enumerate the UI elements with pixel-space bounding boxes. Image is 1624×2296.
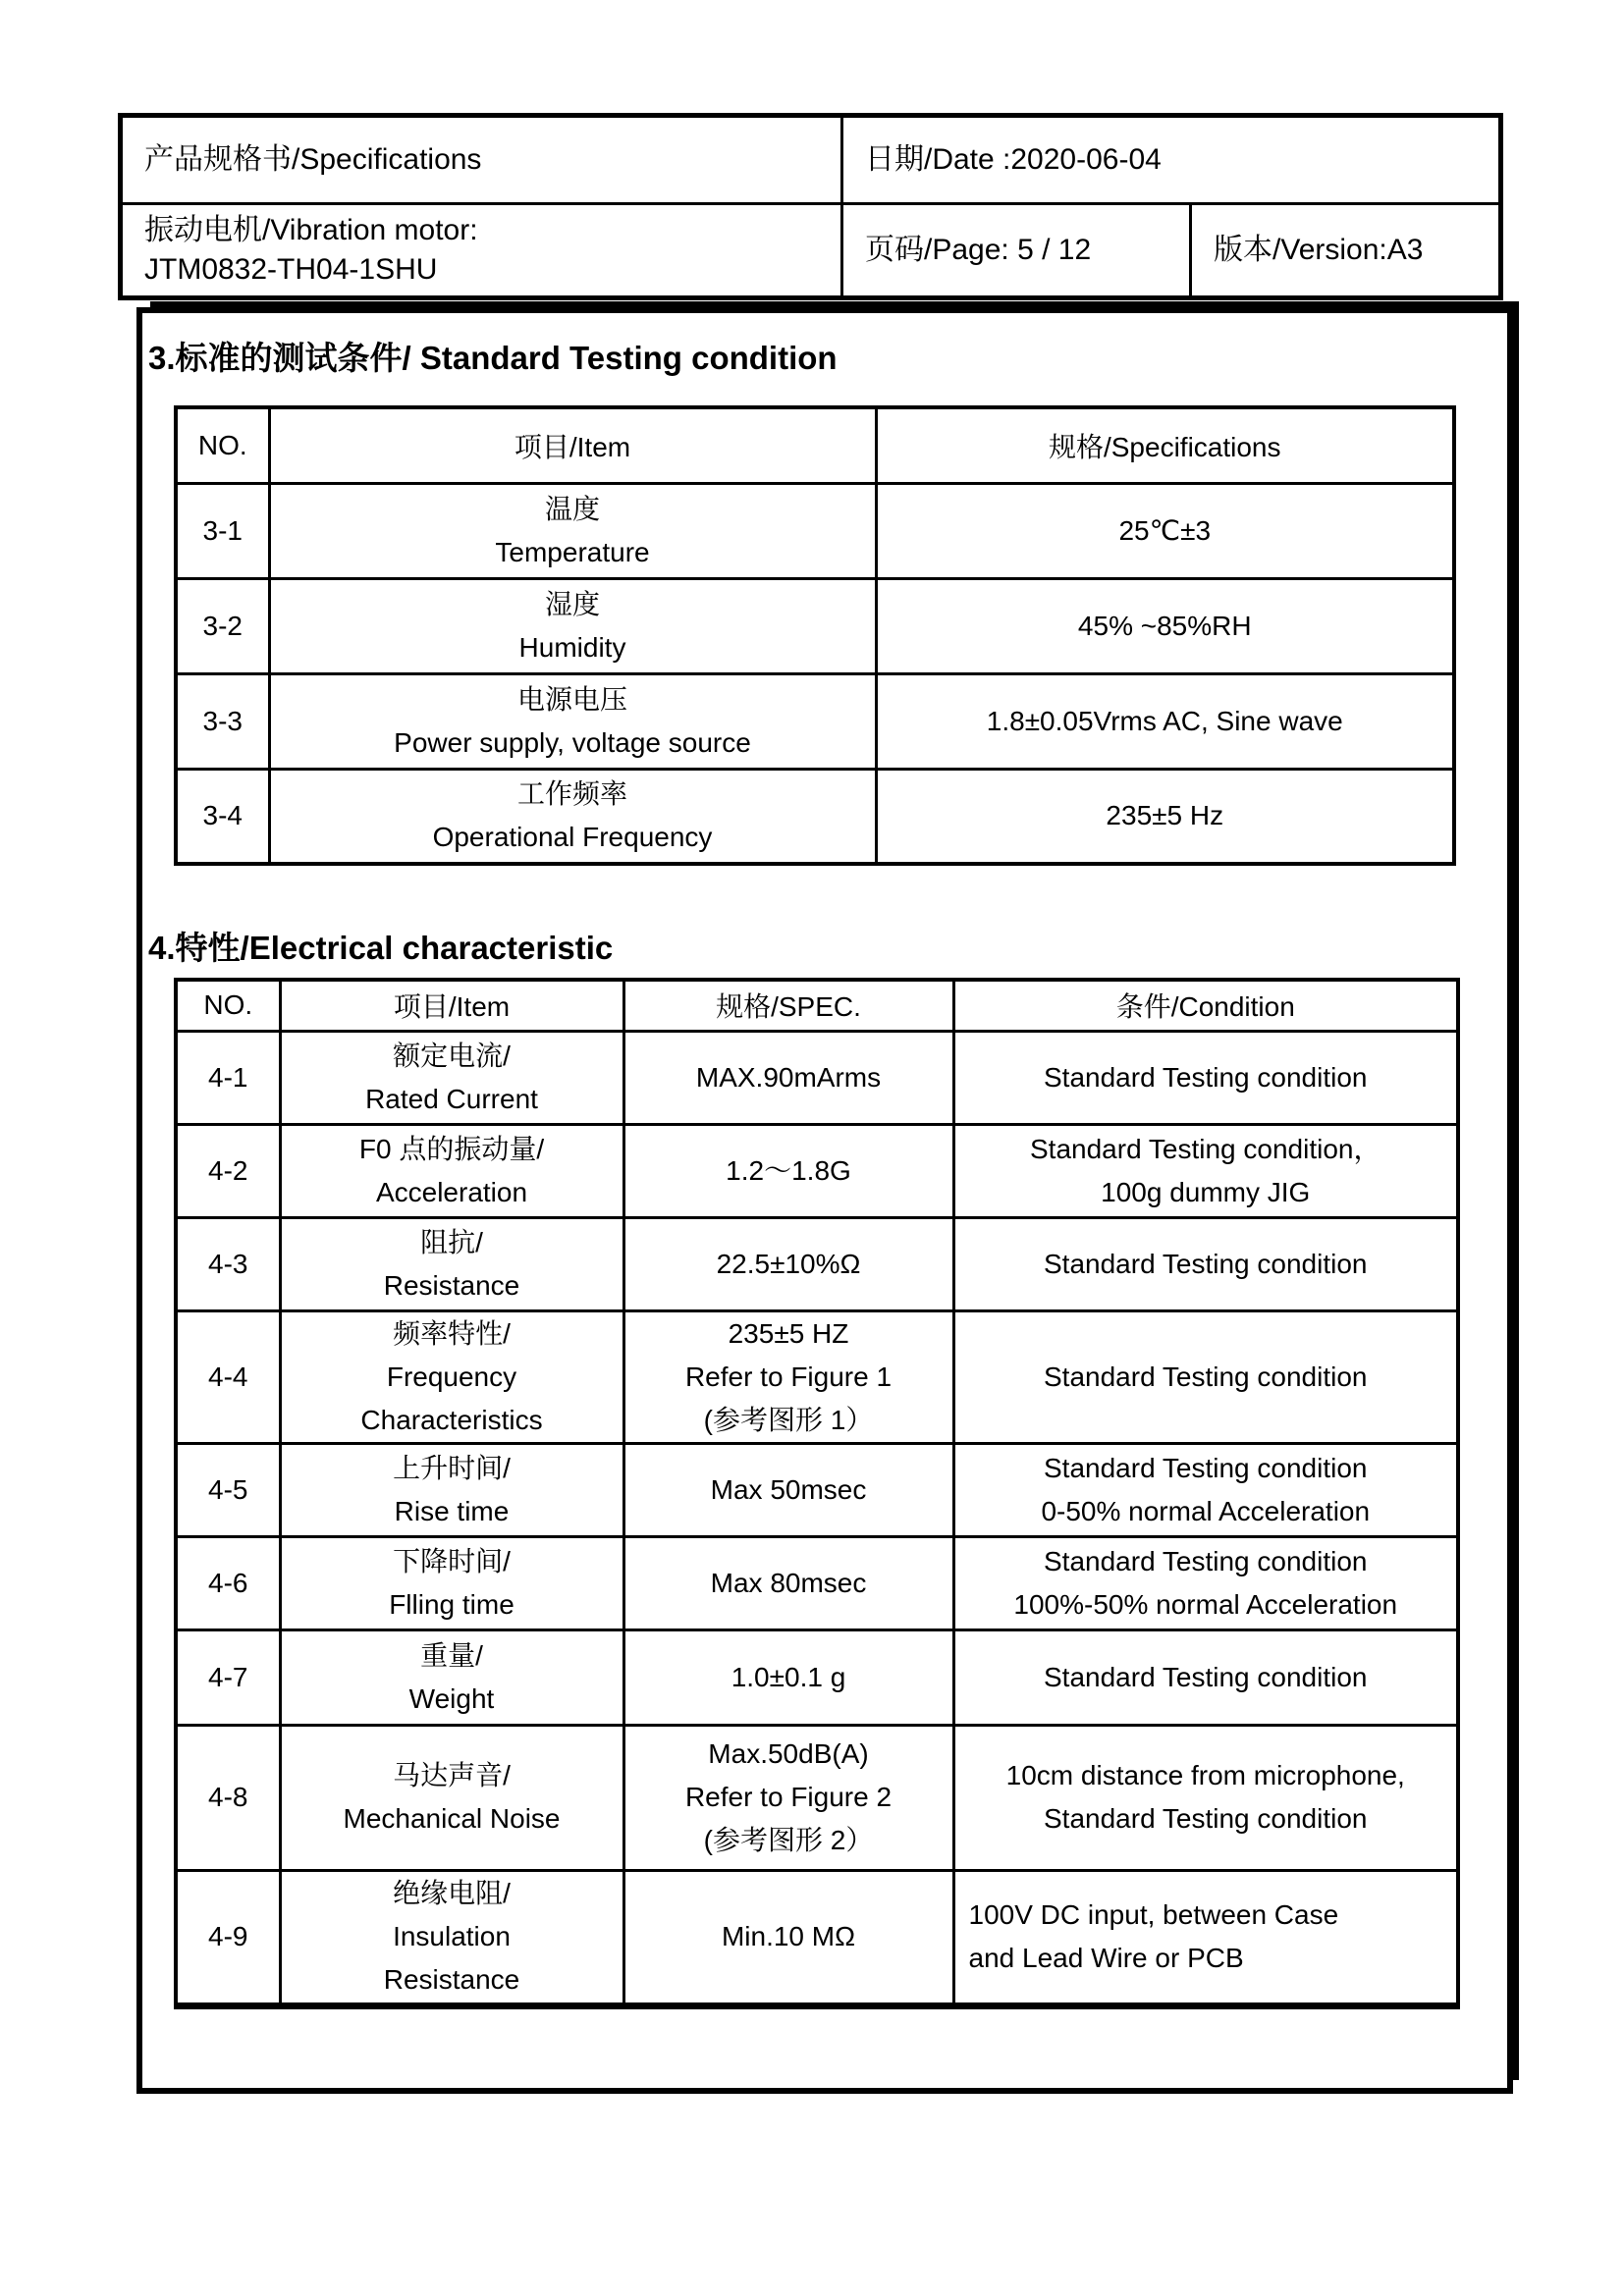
cell-item <box>269 769 876 864</box>
cell-line: Humidity <box>518 631 626 663</box>
cell-line: (参考图形 2） <box>703 1825 874 1855</box>
cell-line: 1.2～1.8G <box>726 1154 851 1186</box>
table-row <box>176 1124 1458 1217</box>
cell-line: 22.5±10%Ω <box>716 1248 861 1279</box>
cell-line: 下降时间/ <box>393 1545 511 1576</box>
table-row <box>176 1443 1458 1536</box>
cell-spec <box>876 483 1454 578</box>
cell-spec <box>876 578 1454 673</box>
cell-condition <box>953 1536 1458 1629</box>
table-row <box>176 1536 1458 1629</box>
cell-no <box>176 769 269 864</box>
standard-testing-condition-table <box>174 405 1456 866</box>
cell-line: Standard Testing condition <box>1044 1661 1368 1692</box>
cell-item <box>269 578 876 673</box>
cell-line: 100V DC input, between Case <box>968 1899 1339 1930</box>
section4-header-row <box>176 980 1458 1031</box>
cell-line: Min.10 MΩ <box>721 1921 856 1951</box>
table-row <box>176 1031 1458 1124</box>
cell-line: 频率特性/ <box>393 1317 511 1349</box>
motor-model-line1: 振动电机/Vibration motor: <box>144 214 478 246</box>
cell-item <box>280 1443 623 1536</box>
cell-line: Rise time <box>394 1495 510 1526</box>
section4-title: 4.特性/Electrical characteristic <box>148 930 614 966</box>
cell-line: 3-2 <box>202 610 243 641</box>
cell-line: 45% ~85%RH <box>1077 610 1252 641</box>
cell-line: Standard Testing condition <box>1044 1361 1368 1392</box>
cell-line: Resistance <box>383 1964 520 1995</box>
cell-line: 上升时间/ <box>393 1452 511 1483</box>
cell-line: 0-50% normal Acceleration <box>1041 1495 1371 1526</box>
cell-line: 4-9 <box>208 1921 248 1951</box>
cell-condition <box>953 1217 1458 1310</box>
header-row-1 <box>121 116 1501 204</box>
cell-spec <box>623 1443 953 1536</box>
cell-line: MAX.90mArms <box>695 1061 882 1093</box>
cell-line: 4-3 <box>208 1248 248 1279</box>
cell-line: 10cm distance from microphone, <box>1005 1760 1405 1790</box>
cell-line: Characteristics <box>360 1404 543 1435</box>
cell-line: Refer to Figure 1 <box>684 1361 893 1392</box>
cell-line: 重量/ <box>420 1639 483 1671</box>
cell-line: Max.50dB(A) <box>708 1738 869 1769</box>
cell-line: Resistance <box>383 1269 520 1301</box>
cell-line: 4-5 <box>208 1473 248 1505</box>
cell-line: Refer to Figure 2 <box>684 1782 893 1812</box>
cell-no <box>176 1629 280 1725</box>
cell-line: 4-6 <box>208 1567 248 1598</box>
content-box <box>136 307 1513 2094</box>
cell-line: Rated Current <box>365 1083 538 1114</box>
cell-line: Flling time <box>389 1588 514 1620</box>
cell-line: Frequency <box>386 1361 517 1392</box>
cell-item <box>280 1870 623 2005</box>
cell-line: 阻抗/ <box>420 1226 483 1257</box>
cell-no <box>176 1310 280 1443</box>
cell-line: 1.0±0.1 g <box>731 1661 846 1692</box>
column-header: 规格/SPEC. <box>623 980 953 1031</box>
cell-line: Weight <box>408 1682 495 1714</box>
cell-condition <box>953 1629 1458 1725</box>
cell-spec <box>623 1124 953 1217</box>
cell-line: 电源电压 <box>516 683 627 715</box>
cell-item <box>280 1536 623 1629</box>
cell-line: Max 50msec <box>710 1473 867 1505</box>
cell-line: 3-3 <box>202 705 243 736</box>
cell-condition <box>953 1124 1458 1217</box>
cell-spec <box>876 769 1454 864</box>
version-label: 版本/Version:A3 <box>1191 204 1501 298</box>
cell-line: Standard Testing condition <box>1044 1545 1368 1576</box>
cell-spec <box>623 1031 953 1124</box>
cell-line: 235±5 Hz <box>1106 800 1224 831</box>
cell-line: Standard Testing condition <box>1044 1803 1368 1834</box>
cell-no <box>176 578 269 673</box>
table-row <box>176 1870 1458 2005</box>
product-title: 产品规格书/Specifications <box>121 116 842 204</box>
cell-no <box>176 1536 280 1629</box>
section3-title: 3.标准的测试条件/ Standard Testing condition <box>148 340 838 376</box>
column-header: 规格/Specifications <box>876 407 1454 483</box>
cell-spec <box>623 1536 953 1629</box>
cell-no <box>176 1217 280 1310</box>
cell-line: 100%-50% normal Acceleration <box>1013 1588 1398 1620</box>
cell-no <box>176 1031 280 1124</box>
motor-model-line2: JTM0832-TH04-1SHU <box>144 253 438 286</box>
cell-line: Operational Frequency <box>432 822 713 853</box>
cell-item <box>280 1629 623 1725</box>
cell-line: 4-2 <box>208 1154 248 1186</box>
cell-line: 235±5 HZ <box>728 1317 849 1349</box>
cell-line: Temperature <box>495 536 650 567</box>
cell-no <box>176 1443 280 1536</box>
cell-line: 温度 <box>544 493 600 524</box>
cell-spec <box>623 1629 953 1725</box>
cell-condition <box>953 1725 1458 1870</box>
cell-line: Power supply, voltage source <box>394 726 751 758</box>
column-header: 项目/Item <box>280 980 623 1031</box>
cell-item <box>280 1310 623 1443</box>
cell-line: 4-1 <box>208 1061 248 1093</box>
cell-line: and Lead Wire or PCB <box>968 1943 1244 1973</box>
cell-line: 1.8±0.05Vrms AC, Sine wave <box>986 705 1343 736</box>
header-table <box>118 113 1503 300</box>
cell-line: 绝缘电阻/ <box>393 1878 511 1908</box>
section3-header-row <box>176 407 1454 483</box>
cell-spec <box>623 1217 953 1310</box>
page-number: 页码/Page: 5 / 12 <box>842 204 1191 298</box>
cell-line: Mechanical Noise <box>343 1803 561 1834</box>
cell-line: 25℃±3 <box>1118 514 1212 546</box>
cell-no <box>176 1870 280 2005</box>
cell-line: Standard Testing condition， <box>1030 1133 1381 1164</box>
table-row <box>176 769 1454 864</box>
cell-line: 湿度 <box>544 588 600 619</box>
cell-condition <box>953 1310 1458 1443</box>
cell-line: Insulation <box>393 1921 511 1951</box>
table-row <box>176 673 1454 769</box>
cell-condition <box>953 1031 1458 1124</box>
cell-line: Max 80msec <box>710 1567 867 1598</box>
column-header: 条件/Condition <box>953 980 1458 1031</box>
cell-line: 马达声音/ <box>393 1760 511 1790</box>
cell-line: 工作频率 <box>516 778 627 810</box>
cell-line: 4-4 <box>208 1361 248 1392</box>
cell-condition <box>953 1443 1458 1536</box>
cell-item <box>269 483 876 578</box>
cell-condition <box>953 1870 1458 2005</box>
date-label: 日期/Date :2020-06-04 <box>842 116 1501 204</box>
cell-line: 4-7 <box>208 1661 248 1692</box>
table-row <box>176 1725 1458 1870</box>
electrical-characteristic-table <box>174 978 1460 2009</box>
motor-model <box>121 204 842 298</box>
table-row <box>176 1217 1458 1310</box>
cell-item <box>280 1217 623 1310</box>
cell-line: Standard Testing condition <box>1044 1248 1368 1279</box>
cell-line: 4-8 <box>208 1782 248 1812</box>
table-row <box>176 1310 1458 1443</box>
table-row <box>176 578 1454 673</box>
cell-item <box>280 1124 623 1217</box>
header-row-2 <box>121 204 1501 298</box>
column-header: NO. <box>176 407 269 483</box>
cell-line: Standard Testing condition <box>1044 1061 1368 1093</box>
column-header: NO. <box>176 980 280 1031</box>
cell-line: (参考图形 1） <box>703 1404 874 1435</box>
cell-line: 3-1 <box>202 514 243 546</box>
cell-no <box>176 673 269 769</box>
cell-line: 100g dummy JIG <box>1101 1176 1311 1207</box>
cell-line: Standard Testing condition <box>1044 1452 1368 1483</box>
column-header: 项目/Item <box>269 407 876 483</box>
cell-no <box>176 1725 280 1870</box>
cell-spec <box>623 1870 953 2005</box>
cell-line: 3-4 <box>202 800 243 831</box>
cell-no <box>176 1124 280 1217</box>
cell-spec <box>876 673 1454 769</box>
cell-item <box>280 1031 623 1124</box>
cell-item <box>269 673 876 769</box>
table-row <box>176 483 1454 578</box>
cell-item <box>280 1725 623 1870</box>
table-row <box>176 1629 1458 1725</box>
cell-spec <box>623 1725 953 1870</box>
cell-spec <box>623 1310 953 1443</box>
cell-line: F0 点的振动量/ <box>358 1133 545 1164</box>
cell-line: 额定电流/ <box>393 1040 511 1071</box>
cell-line: Acceleration <box>375 1176 528 1207</box>
cell-no <box>176 483 269 578</box>
